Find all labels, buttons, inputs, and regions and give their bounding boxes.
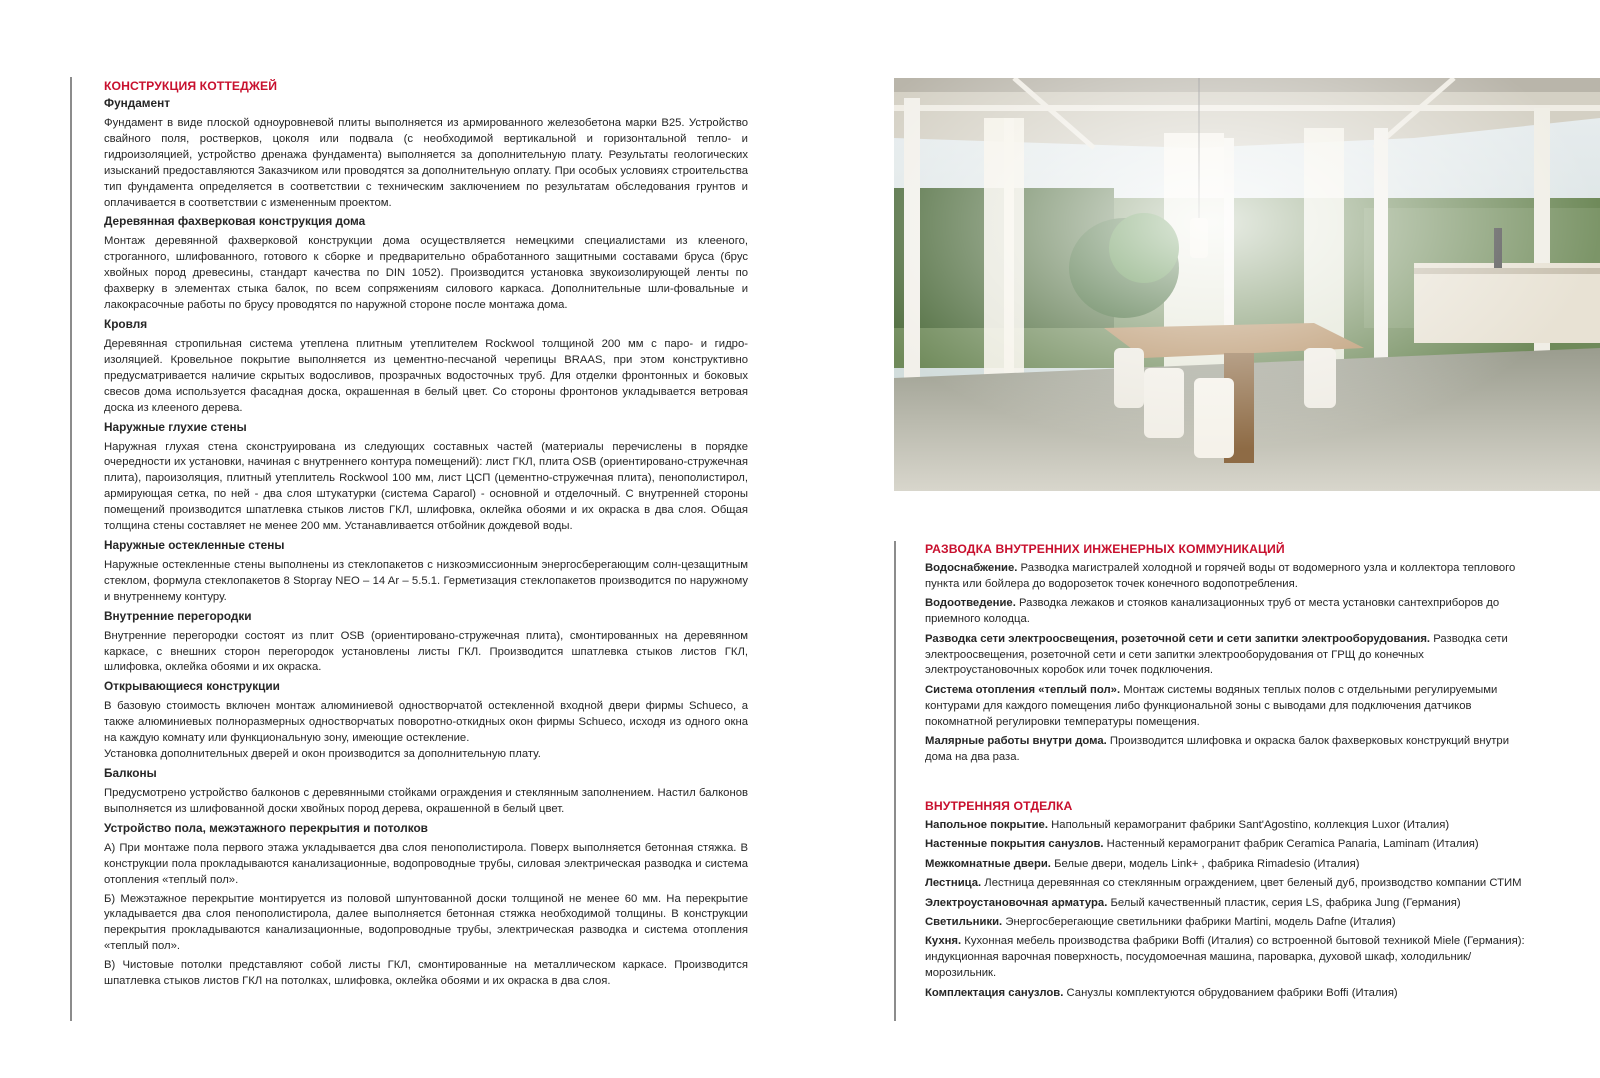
engineering-heading: РАЗВОДКА ВНУТРЕННИХ ИНЖЕНЕРНЫХ КОММУНИКАЦИЙ — [925, 542, 1285, 556]
item-text: Напольный керамогранит фабрики Sant'Agostino, коллекция Luxor (Италия) — [1047, 818, 1450, 831]
engineering-section — [925, 541, 1535, 1005]
list-item — [925, 837, 1535, 853]
item-label: Межкомнатные двери. — [925, 857, 1051, 870]
list-item — [925, 915, 1535, 931]
list-item — [925, 734, 1535, 766]
list-item — [925, 934, 1535, 982]
construction-heading: КОНСТРУКЦИЯ КОТТЕДЖЕЙ — [104, 79, 278, 93]
foundation-text: Фундамент в виде плоской одноуровневой плиты выполняется из армированного железобетона марки В25. Устройство свайного поля, ростверков, цоколя или подвала (с необходимой вертикальной и горизонтальной тепло- и гидроизоляцией, устройство дренажа фундамента) выполняется за дополнительную плату. Результаты геологических изысканий предоставляются Заказчиком или проводятся за дополнительную оплату. При особых условиях строительства тип фундамента определяется в соответствии с техническим заключением по результатам обследования грунтов и оплачивается в соответствии с измененным проектом. — [104, 117, 748, 209]
item-text: Белые двери, модель Link+ , фабрика Rimadesio (Италия) — [1050, 857, 1360, 870]
partitions-title: Внутренние перегородки — [104, 608, 252, 623]
item-label: Водоотведение. — [925, 597, 1016, 610]
floors-text-a: А) При монтаже пола первого этажа укладывается два слоя пенополистирола. Поверх выполняется бетонная стяжка. В конструкции пола прокладываются канализационные, водопроводные трубы, силовая электрическая разводка и система отопления «теплый пол». — [104, 841, 748, 886]
list-item — [925, 896, 1535, 912]
list-item — [925, 876, 1535, 892]
item-label: Кухня. — [925, 935, 962, 948]
item-label: Светильники. — [925, 915, 1003, 928]
list-item — [925, 561, 1535, 593]
roof-title: Кровля — [104, 316, 148, 331]
glazed-walls-title: Наружные остекленные стены — [104, 537, 285, 552]
item-text: Лестница деревянная со стеклянным ограждением, цвет беленый дуб, производство компании СТИМ — [981, 877, 1522, 890]
frame-text: Монтаж деревянной фахверковой конструкции дома осуществляется немецкими специалистами из клееного, строганного, шлифованного, готового к сборке и предварительно обработанного защитными составами бруса (брус хвойных пород древесины, стандарт качества по DIN 1052). Производится установка звукоизолирующей ленты по фахверку в элементах стыка балок, по всем сопряжениям силового каркаса. Дополнительные шли-фовальные и лакокрасочные работы по брусу проводятся по наружной стороне после монтажа дома. — [104, 235, 748, 312]
item-label: Система отопления «теплый пол». — [925, 683, 1121, 696]
item-label: Напольное покрытие. — [925, 818, 1048, 831]
floors-title: Устройство пола, межэтажного перекрытия и потолков — [104, 820, 428, 835]
floors-text-b: Б) Межэтажное перекрытие монтируется из половой шпунтованной доски толщиной не менее 60 мм. На перекрытие укладывается два слоя пенополистирола, далее выполняется бетонная стяжка необходимой толщины. В конструкции перекрытия прокладываются канализационные, водопроводные трубы, электрическая разводка и система отопления «теплый пол». — [104, 892, 748, 953]
item-text: Кухонная мебель производства фабрики Boffi (Италия) со встроенной бытовой техникой Miele (Германия): индукционная варочная поверхность, посудомоечная машина, пароварка, духовой шкаф, холодильник/морозильник. — [925, 935, 1525, 980]
roof-text: Деревянная стропильная система утеплена плитным утеплителем Rockwool толщиной 200 мм с паро- и гидро-изоляцией. Кровельное покрытие выполняется из цементно-песчаной черепицы BRAAS, при этом конструктивно предусматривается наличие скрытых водосливов, прозрачных водосточных труб. Для отделки фронтонных и боковых свесов дома используется фасадная доска, окрашенная в белый цвет. Со стороны фронтонов укладывается ветровая доска из клееного дерева. — [104, 337, 748, 414]
item-label: Настенные покрытия санузлов. — [925, 838, 1104, 851]
solid-walls-text: Наружная глухая стена сконструирована из следующих составных частей (материалы перечислены в порядке очередности их установки, начиная с внутреннего контура помещений): лист ГКЛ, плита OSB (ориентировано-стружечная плита), пароизоляция, плитный утеплитель Rockwool 100 мм, лист ЦСП (цементно-стружечная плита), пенополистирол, армирующая сетка, по ней - два слоя штукатурки (система Caparol) - основной и отделочный. С внутренней стороны помещений производится шпатлевка стыков листов ГКЛ, шлифовка, оклейка обоями и их окраска в два слоя. Общая толщина стены составляет не менее 200 мм. Устанавливается отбойник дождевой воды. — [104, 440, 748, 533]
list-item — [925, 683, 1535, 731]
left-margin-rule — [70, 77, 72, 1021]
list-item — [925, 596, 1535, 628]
frame-title: Деревянная фахверковая конструкция дома — [104, 214, 366, 229]
list-item — [925, 632, 1535, 680]
item-text: Производится шлифовка и окраска балок фахверковых конструкций внутри дома на два раза. — [925, 735, 1510, 763]
right-margin-rule — [894, 541, 896, 1021]
floors-text-c: В) Чистовые потолки представляют собой листы ГКЛ, смонтированные на металлическом каркасе. Производится шпатлевка стыков листов ГКЛ на потолках, шлифовка, оклейка обоями и их окраска в два слоя. — [104, 959, 748, 988]
item-label: Разводка сети электроосвещения, розеточной сети и сети запитки электрооборудования. — [925, 632, 1431, 645]
item-text: Разводка сети электроосвещения, розеточной сети и сети запитки электрооборудования от ГРЩ до конечных электроустановочных коробок или точек подключения. — [925, 632, 1508, 677]
finishing-heading: ВНУТРЕННЯЯ ОТДЕЛКА — [925, 798, 1073, 813]
partitions-text: Внутренние перегородки состоят из плит OSB (ориентировано-стружечная плита), смонтированных на деревянном каркасе, с внешних сторон перегородок установлены листы ГКЛ. Производится шпатлевка стыков листов ГКЛ, шлифовка, оклейка обоями и их окраска. — [104, 629, 748, 674]
foundation-title: Фундамент — [104, 96, 170, 110]
openings-text-extra: Установка дополнительных дверей и окон производится за дополнительную плату. — [104, 748, 541, 761]
balconies-title: Балконы — [104, 766, 157, 780]
item-label: Водоснабжение. — [925, 562, 1018, 574]
openings-title: Открывающиеся конструкции — [104, 679, 280, 694]
list-item — [925, 986, 1535, 1002]
interior-photo — [894, 78, 1600, 491]
item-text: Разводка лежаков и стояков канализационных труб от места установки сантехприборов до приемного колодца. — [925, 597, 1500, 626]
item-text: Санузлы комплектуются обрудованием фабрики Boffi (Италия) — [1063, 986, 1398, 999]
item-label: Комплектация санузлов. — [925, 986, 1064, 999]
item-text: Белый качественный пластик, серия LS, фабрика Jung (Германия) — [1107, 896, 1461, 909]
list-item — [925, 818, 1535, 834]
item-label: Малярные работы внутри дома. — [925, 735, 1107, 748]
openings-text: В базовую стоимость включен монтаж алюминиевой одностворчатой остекленной входной двери фирмы Schueco, а также алюминиевых полноразмерных одностворчатых поворотно-откидных окон фирмы Schueco, исходя из одного окна на каждую комнату или функциональную зону, имеющие остекление. — [104, 700, 748, 745]
construction-section — [104, 78, 748, 993]
item-label: Лестница. — [925, 877, 982, 890]
item-label: Электроустановочная арматура. — [925, 896, 1108, 909]
solid-walls-title: Наружные глухие стены — [104, 419, 247, 434]
glazed-walls-text: Наружные остекленные стены выполнены из стеклопакетов с низкоэмиссионным энергосберегающим солн-цезащитным стеклом, формула стеклопакетов 8 Stopray NEO – 14 Ar – 5.5.1. Герметизация стеклопакетов производится по наружному и внутреннему контуру. — [104, 558, 748, 603]
item-text: Настенный керамогранит фабрик Ceramica Panaria, Laminam (Италия) — [1103, 838, 1479, 851]
item-text: Энергосберегающие светильники фабрики Martini, модель Dafne (Италия) — [1002, 915, 1396, 928]
interior-photo-illustration — [894, 78, 1600, 491]
item-text: Разводка магистралей холодной и горячей воды от водомерного узла и коллектора теплового пункта или бойлера до водорозеток точек конечного водопотребления. — [925, 562, 1516, 590]
list-item — [925, 857, 1535, 873]
balconies-text: Предусмотрено устройство балконов с деревянными стойками ограждения и стеклянным заполнением. Настил балконов выполняется из шлифованной доски хвойных пород дерева, окрашенной в белый цвет. — [104, 787, 748, 815]
item-text: Монтаж системы водяных теплых полов с отдельными регулируемыми контурами для каждого помещения либо функциональной зоны с выводами для подключения датчиков покомнатной регулировки температуры помещения. — [925, 683, 1498, 728]
